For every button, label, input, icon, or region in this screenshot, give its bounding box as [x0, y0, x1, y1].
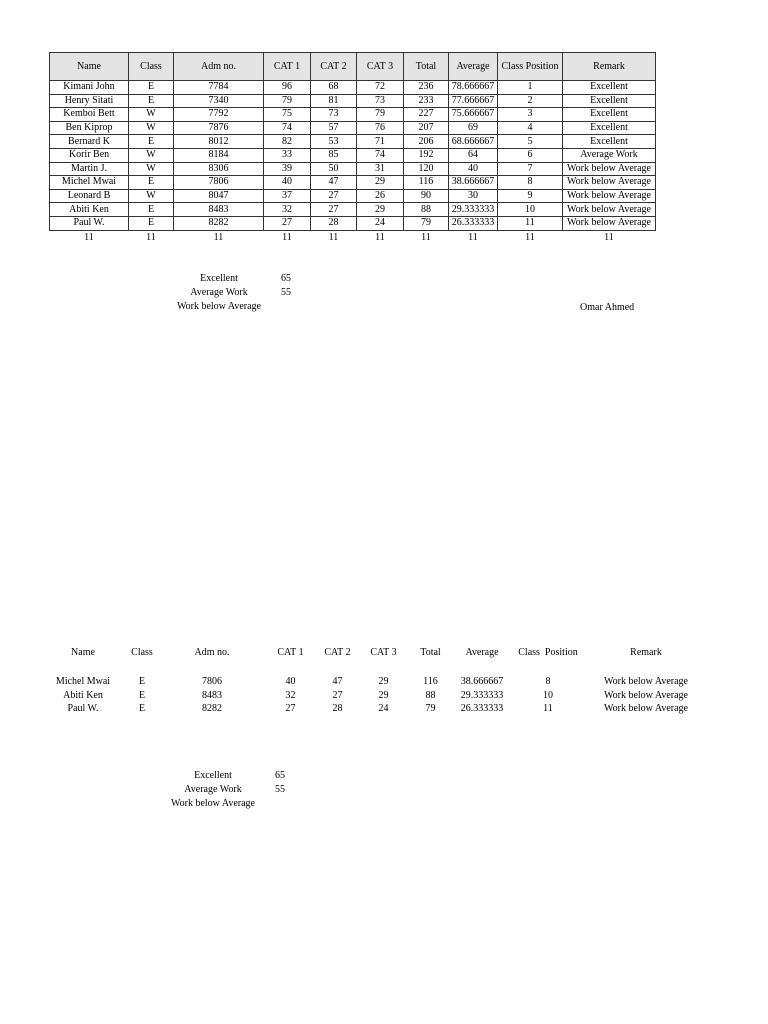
header-cat1: CAT 1 — [277, 647, 304, 658]
cell-cat1: 32 — [285, 689, 296, 701]
cell-cat3: 24 — [378, 703, 389, 715]
cell-remark: Excellent — [563, 135, 656, 149]
cell-name: Henry Sitati — [50, 94, 129, 108]
cell-average: 40 — [449, 162, 498, 176]
cell-cat3: 76 — [357, 121, 404, 135]
cell-cat1: 27 — [264, 216, 311, 230]
cell-remark: Work below Average — [563, 189, 656, 203]
cell-cat1: 40 — [285, 676, 296, 688]
cell-total: 233 — [404, 94, 449, 108]
cell-class: W — [129, 148, 174, 162]
cell-cat3: 72 — [357, 81, 404, 95]
cell-adm-no: 7806 — [174, 176, 264, 190]
cell-cat3: 73 — [357, 94, 404, 108]
cell-average: 38.666667 — [460, 676, 504, 688]
legend-value: 55 — [275, 784, 285, 795]
header-class: Class — [129, 53, 174, 81]
cell-adm-no: 7340 — [174, 94, 264, 108]
cell-class-position: 10 — [543, 689, 553, 701]
cell-total: 88 — [425, 689, 436, 701]
cell-class: E — [138, 689, 146, 701]
cell-class-position: 4 — [498, 121, 563, 135]
grades-table — [49, 52, 656, 245]
table-row — [50, 121, 656, 135]
header-total: Total — [420, 647, 441, 658]
cell-total: 236 — [404, 81, 449, 95]
cell-cat2: 47 — [332, 676, 343, 688]
cell-total: 90 — [404, 189, 449, 203]
legend-value: 55 — [281, 287, 291, 298]
cell-remark: Work below Average — [604, 689, 688, 701]
cell-class: E — [129, 135, 174, 149]
cell-class-position: 7 — [498, 162, 563, 176]
table-row — [50, 176, 656, 190]
cell-cat1: 37 — [264, 189, 311, 203]
cell-cat2: 57 — [311, 121, 357, 135]
cell-total: 79 — [425, 703, 436, 715]
legend-label: Average Work — [184, 784, 242, 795]
cell-average: 29.333333 — [449, 203, 498, 217]
table-row — [40, 702, 706, 716]
legend-label: Work below Average — [177, 301, 261, 312]
cell-class: E — [129, 203, 174, 217]
cell-total: 207 — [404, 121, 449, 135]
header-class-position — [498, 53, 563, 81]
header-name: Name — [71, 647, 95, 658]
header-cat2: CAT 2 — [311, 53, 357, 81]
cell-name: Abiti Ken — [50, 203, 129, 217]
cell-cat2: 27 — [332, 689, 343, 701]
cell-remark: Work below Average — [604, 703, 688, 715]
cell-average: 26.333333 — [449, 216, 498, 230]
legend-label: Excellent — [200, 273, 238, 284]
cell-cat2: 28 — [311, 216, 357, 230]
header-remark: Remark — [630, 647, 662, 658]
cell-adm-no: 8184 — [174, 148, 264, 162]
spacer-cell — [40, 661, 706, 675]
cell-cat3: 29 — [357, 176, 404, 190]
cell-cat1: 96 — [264, 81, 311, 95]
cell-name: Ben Kiprop — [50, 121, 129, 135]
header-remark: Remark — [563, 53, 656, 81]
cell-adm-no: 8282 — [174, 216, 264, 230]
cell-cat2: 81 — [311, 94, 357, 108]
cell-class: E — [129, 94, 174, 108]
cell-remark: Work below Average — [563, 203, 656, 217]
cell-remark: Average Work — [563, 148, 656, 162]
cell-cat2: 28 — [332, 703, 343, 715]
header-class-position: Class Position — [518, 647, 578, 658]
cell-total: 227 — [404, 108, 449, 122]
table-row — [50, 81, 656, 95]
legend-label: Excellent — [194, 770, 232, 781]
cell-cat2: 73 — [311, 108, 357, 122]
count-cell: 11 — [282, 231, 292, 243]
cell-class: W — [129, 108, 174, 122]
filtered-header-row — [40, 645, 706, 661]
cell-average: 77.666667 — [449, 94, 498, 108]
header-cat3: CAT 3 — [370, 647, 397, 658]
table-row — [50, 148, 656, 162]
cell-class-position: 6 — [498, 148, 563, 162]
header-adm-no: Adm no. — [194, 647, 230, 658]
cell-remark: Excellent — [563, 121, 656, 135]
table-row — [50, 189, 656, 203]
cell-average: 68.666667 — [449, 135, 498, 149]
author-name: Omar Ahmed — [580, 302, 635, 313]
cell-average: 75.666667 — [449, 108, 498, 122]
cell-class: E — [138, 676, 146, 688]
cell-name: Bernard K — [50, 135, 129, 149]
cell-class-position: 11 — [498, 216, 563, 230]
legend-label: Work below Average — [171, 798, 255, 809]
cell-cat2: 85 — [311, 148, 357, 162]
table-row — [40, 689, 706, 703]
count-cell: 11 — [328, 231, 339, 243]
header-average: Average — [449, 53, 498, 81]
cell-class-position: 1 — [498, 81, 563, 95]
cell-cat1: 40 — [264, 176, 311, 190]
table-row — [50, 216, 656, 230]
count-cell: 11 — [146, 231, 156, 243]
header-class-position-label: Class Position — [501, 61, 559, 72]
header-adm-no: Adm no. — [174, 53, 264, 81]
cell-cat3: 24 — [357, 216, 404, 230]
cell-class: E — [138, 703, 146, 715]
cell-adm-no: 8047 — [174, 189, 264, 203]
cell-name: Michel Mwai — [50, 176, 129, 190]
cell-class: W — [129, 121, 174, 135]
cell-class: E — [129, 216, 174, 230]
header-cat2: CAT 2 — [324, 647, 351, 658]
table-row — [40, 675, 706, 689]
cell-total: 206 — [404, 135, 449, 149]
cell-remark: Excellent — [563, 94, 656, 108]
header-class: Class — [131, 647, 153, 658]
cell-remark: Work below Average — [604, 676, 688, 688]
cell-cat3: 79 — [357, 108, 404, 122]
legend-value: 65 — [281, 273, 291, 284]
grades-body — [50, 81, 656, 231]
cell-total: 88 — [404, 203, 449, 217]
cell-cat3: 74 — [357, 148, 404, 162]
grades-header-row — [50, 53, 656, 81]
cell-cat2: 53 — [311, 135, 357, 149]
cell-average: 29.333333 — [460, 689, 504, 701]
cell-class: E — [129, 176, 174, 190]
table-row — [50, 108, 656, 122]
cell-remark: Excellent — [563, 81, 656, 95]
cell-adm-no: 8483 — [202, 689, 222, 701]
cell-average: 69 — [449, 121, 498, 135]
cell-adm-no: 8282 — [202, 703, 222, 715]
cell-average: 26.333333 — [460, 703, 504, 715]
cell-cat3: 71 — [357, 135, 404, 149]
cell-name: Abiti Ken — [63, 689, 103, 701]
header-total: Total — [404, 53, 449, 81]
cell-class-position: 8 — [498, 176, 563, 190]
cell-class: W — [129, 162, 174, 176]
cell-cat1: 33 — [264, 148, 311, 162]
cell-adm-no: 7806 — [202, 676, 222, 688]
filtered-body — [40, 661, 706, 716]
header-average: Average — [465, 647, 499, 658]
cell-name: Leonard B — [50, 189, 129, 203]
cell-class-position: 3 — [498, 108, 563, 122]
cell-name: Michel Mwai — [55, 676, 111, 688]
header-cat1: CAT 1 — [264, 53, 311, 81]
cell-adm-no: 8483 — [174, 203, 264, 217]
cell-remark: Work below Average — [563, 176, 656, 190]
cell-class-position: 10 — [498, 203, 563, 217]
cell-cat2: 27 — [311, 203, 357, 217]
cell-cat1: 32 — [264, 203, 311, 217]
cell-cat2: 68 — [311, 81, 357, 95]
cell-average: 78.666667 — [449, 81, 498, 95]
cell-average: 38.666667 — [449, 176, 498, 190]
cell-name: Kemboi Bett — [50, 108, 129, 122]
cell-remark: Excellent — [563, 108, 656, 122]
cell-name: Martin J. — [50, 162, 129, 176]
cell-cat2: 50 — [311, 162, 357, 176]
cell-remark: Work below Average — [563, 162, 656, 176]
header-name: Name — [50, 53, 129, 81]
cell-name: Paul W. — [67, 703, 99, 715]
table-row — [50, 135, 656, 149]
cell-class-position: 9 — [498, 189, 563, 203]
cell-cat3: 29 — [357, 203, 404, 217]
cell-cat1: 79 — [264, 94, 311, 108]
cell-class-position: 11 — [543, 703, 553, 715]
count-cell: 11 — [84, 231, 94, 243]
cell-adm-no: 7876 — [174, 121, 264, 135]
cell-total: 116 — [423, 676, 438, 688]
cell-cat3: 29 — [378, 676, 389, 688]
count-cell: 11 — [525, 231, 535, 243]
count-cell: 11 — [213, 231, 224, 243]
count-cell: 11 — [375, 231, 385, 243]
cell-adm-no: 7784 — [174, 81, 264, 95]
table-row — [50, 94, 656, 108]
cell-total: 116 — [404, 176, 449, 190]
cell-total: 79 — [404, 216, 449, 230]
legend-value: 65 — [275, 770, 285, 781]
cell-name: Korir Ben — [50, 148, 129, 162]
cell-total: 120 — [404, 162, 449, 176]
cell-adm-no: 8306 — [174, 162, 264, 176]
cell-cat1: 27 — [285, 703, 296, 715]
cell-cat3: 31 — [357, 162, 404, 176]
cell-remark: Work below Average — [563, 216, 656, 230]
legend-label: Average Work — [190, 287, 248, 298]
cell-class-position: 2 — [498, 94, 563, 108]
cell-cat2: 47 — [311, 176, 357, 190]
cell-adm-no: 8012 — [174, 135, 264, 149]
count-cell: 11 — [604, 231, 614, 243]
cell-average: 64 — [449, 148, 498, 162]
header-cat3: CAT 3 — [357, 53, 404, 81]
cell-average: 30 — [449, 189, 498, 203]
table-row — [50, 162, 656, 176]
cell-adm-no: 7792 — [174, 108, 264, 122]
spacer-row — [40, 661, 706, 675]
cell-name: Kimani John — [50, 81, 129, 95]
cell-cat1: 75 — [264, 108, 311, 122]
cell-total: 192 — [404, 148, 449, 162]
count-row — [50, 230, 656, 245]
cell-class: W — [129, 189, 174, 203]
cell-cat1: 82 — [264, 135, 311, 149]
cell-cat3: 26 — [357, 189, 404, 203]
cell-name: Paul W. — [50, 216, 129, 230]
cell-cat1: 74 — [264, 121, 311, 135]
cell-class: E — [129, 81, 174, 95]
cell-cat3: 29 — [378, 689, 389, 701]
cell-cat2: 27 — [311, 189, 357, 203]
cell-class-position: 8 — [545, 676, 551, 688]
table-row — [50, 203, 656, 217]
filtered-table — [40, 645, 706, 716]
count-cell: 11 — [421, 231, 431, 243]
count-cell: 11 — [468, 231, 478, 243]
cell-cat1: 39 — [264, 162, 311, 176]
cell-class-position: 5 — [498, 135, 563, 149]
